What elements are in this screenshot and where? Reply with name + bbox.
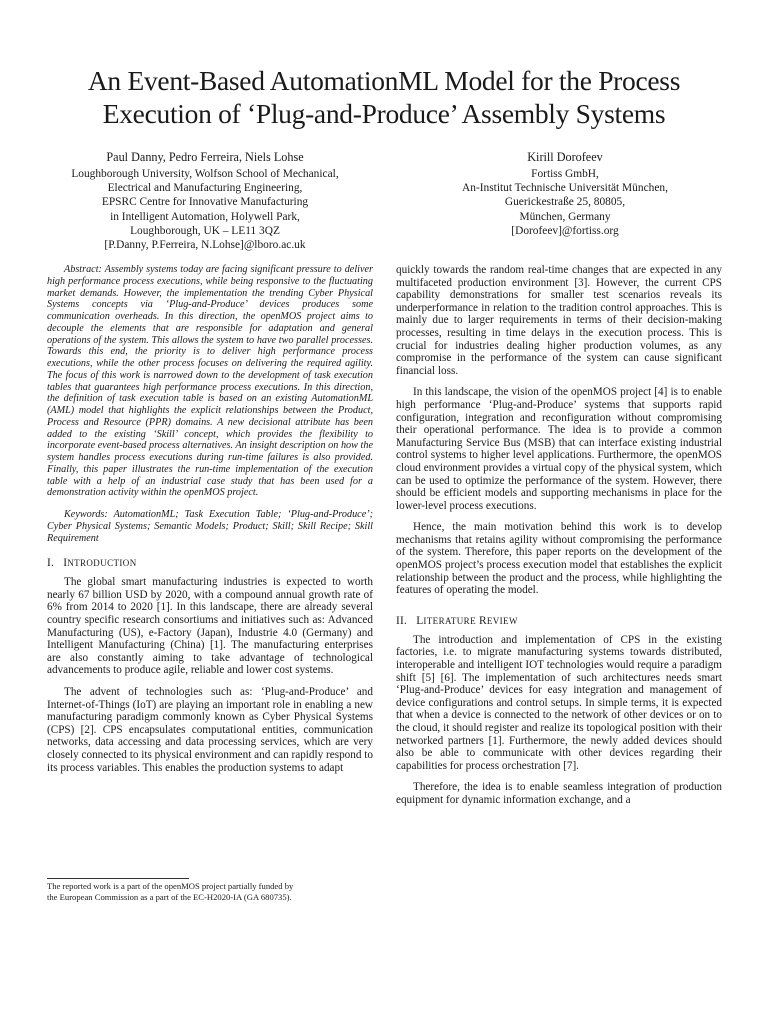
- right-column: [396, 264, 722, 807]
- paragraph: quickly towards the random real-time changes that are expected in any multifaceted production environment [3]. However, the current CPS capability demonstrations for smaller test scenarios reveals its underperformance in relation to the tradition control approaches. This is mainly due to larger requirements in terms of their decision-making processes, resulting in time delays in the execution process. This is crucial for industries dealing higher production volumes, as any compromise in the performance of the system can cause significant financial loss.: [396, 264, 722, 377]
- affiliation-line: Fortiss GmbH,: [531, 168, 599, 180]
- affiliation-line: in Intelligent Automation, Holywell Park,: [110, 210, 300, 223]
- author-email: [Dorofeev]@fortiss.org: [511, 224, 619, 237]
- paragraph: In this landscape, the vision of the openMOS project [4] is to enable high performance ‘Plug-and-Produce’ systems that supports rapid configuration, integration and reconfiguration without compromising their operational performance. The idea is to provide a common Manufacturing Service Bus (MSB) that can interface existing industrial control systems to higher level applications. Furthermore, the openMOS cloud environment provides a virtual copy of the physical system, which can be used to optimize the performance of the system. However, there should be efficient models and supporting mechanisms in place for the lower-level process executions.: [396, 386, 722, 512]
- paragraph: Hence, the main motivation behind this work is to develop mechanisms that retains agility without compromising the performance of the system. Therefore, this paper reports on the development of the openMOS project’s process execution model that establishes the explicit relationship between the product and the process, while highlighting the features of operating the model.: [396, 521, 722, 597]
- affiliation-line: Loughborough University, Wolfson School of Mechanical,: [71, 168, 339, 180]
- paragraph: Therefore, the idea is to enable seamless integration of production equipment for dynamic information exchange, and a: [396, 781, 722, 806]
- abstract-label: Abstract:: [64, 264, 102, 275]
- affiliation-line: Electrical and Manufacturing Engineering,: [107, 182, 303, 195]
- affiliation-line: Loughborough, UK – LE11 3QZ: [130, 224, 280, 237]
- abstract-text: Assembly systems today are facing significant pressure to deliver high performance process executions, while being responsive to the fluctuating market demands. However, the implementation the trending Cyber Physical Systems concepts via ‘Plug-and-Produce’ devices produces some communication overheads. In this direction, the openMOS project aims to decouple the elements that are responsible for adaptation and general operations of the system. This allows the system to have two parallel processes. Towards this end, the priority is to deliver high performance process executions, while the other process focuses on delivering the required agility. The focus of this work is narrowed down to the development of task execution tables that guarantees high performance process executions. In this direction, the definition of task execution table is based on an existing AutomationML (AML) model that highlights the explicit relationships between the Product, Process and Resource (PPR) domains. A new decisional attribute has been added to the existing ‘Skill’ concept, which provides the flexibility to incorporate event-based process alternatives. An insight description on how the system handles process executions during run-time failures is also provided. Finally, this paper illustrates the run-time implementation of the execution table with a help of an industrial case study that has been used for a demonstration activity within the openMOS project.: [47, 264, 373, 499]
- author-block-left: [40, 150, 370, 252]
- affiliation-line: Guerickestraße 25, 80805,: [504, 196, 626, 209]
- affiliation-line: München, Germany: [519, 210, 611, 223]
- author-block-right: [398, 150, 732, 238]
- author-names-left: Paul Danny, Pedro Ferreira, Niels Lohse: [106, 150, 304, 164]
- author-names-right: Kirill Dorofeev: [527, 150, 603, 164]
- footnote: [47, 881, 373, 903]
- keywords: Keywords: AutomationML; Task Execution Table; ‘Plug-and-Produce’; Cyber Physical Systems; Semantic Models; Product; Skill; Skill Recipe; Skill Requirement: [47, 509, 373, 544]
- section-heading-introduction: I. INTRODUCTION: [47, 557, 137, 570]
- paragraph: The advent of technologies such as: ‘Plug-and-Produce’ and Internet-of-Things (IoT) are playing an important role in enabling a new manufacturing paradigm commonly known as Cyber Physical Systems (CPS) [2]. CPS encapsulates computational entities, communication networks, data accessing and data processing services, which are very closely connected to its physical environment and can rapidly respond to its process variables. This enables the production systems to adapt: [47, 686, 373, 774]
- footnote-rule: [47, 878, 189, 879]
- section-heading-literature-review: II. LITERATURE REVIEW: [396, 614, 518, 627]
- affiliation-line: An-Institut Technische Universität München,: [462, 182, 668, 195]
- title-line-1: An Event-Based AutomationML Model for the Process: [87, 65, 681, 96]
- author-email: [P.Danny, P.Ferreira, N.Lohse]@lboro.ac.uk: [104, 239, 306, 252]
- footnote-line: the European Commission as a part of the EC-H2020-IA (GA 680735).: [47, 892, 292, 902]
- title-line-2: Execution of ‘Plug-and-Produce’ Assembly Systems: [102, 98, 666, 129]
- affiliation-line: EPSRC Centre for Innovative Manufacturing: [101, 196, 309, 209]
- left-column: [47, 264, 373, 774]
- paragraph: The introduction and implementation of CPS in the existing factories, i.e. to migrate manufacturing systems towards distributed, interoperable and intelligent IOT technologies would require a paradigm shift [5] [6]. The implementation of such architectures needs smart ‘Plug-and-Produce’ devices for easy integration and management of device configurations and control setups. In simple terms, it is expected that when a device is connected to the network of other devices or on to the cloud, it should register and realize its topological position with their networked partners [1]. Furthermore, the newly added devices should also be able to communicate with other devices regarding their capabilities for process orchestration [7].: [396, 633, 722, 772]
- footnote-line: The reported work is a part of the openMOS project partially funded by: [47, 881, 294, 891]
- paper-title: [20, 64, 748, 130]
- paragraph: The global smart manufacturing industries is expected to worth nearly 67 billion USD by 2020, with a compound annual growth rate of 6% from 2014 to 2020 [1]. In this landscape, there are already several country specific research consortiums and initiatives such as: Advanced Manufacturing (US), e-Factory (Japan), Industrie 4.0 (Germany) and Intelligent Manufacturing (China) [1]. The manufacturing enterprises are also constantly aiming to take advantage of technological advancements to produce agile, reliable and lower cost systems.: [47, 576, 373, 677]
- abstract: [47, 264, 373, 499]
